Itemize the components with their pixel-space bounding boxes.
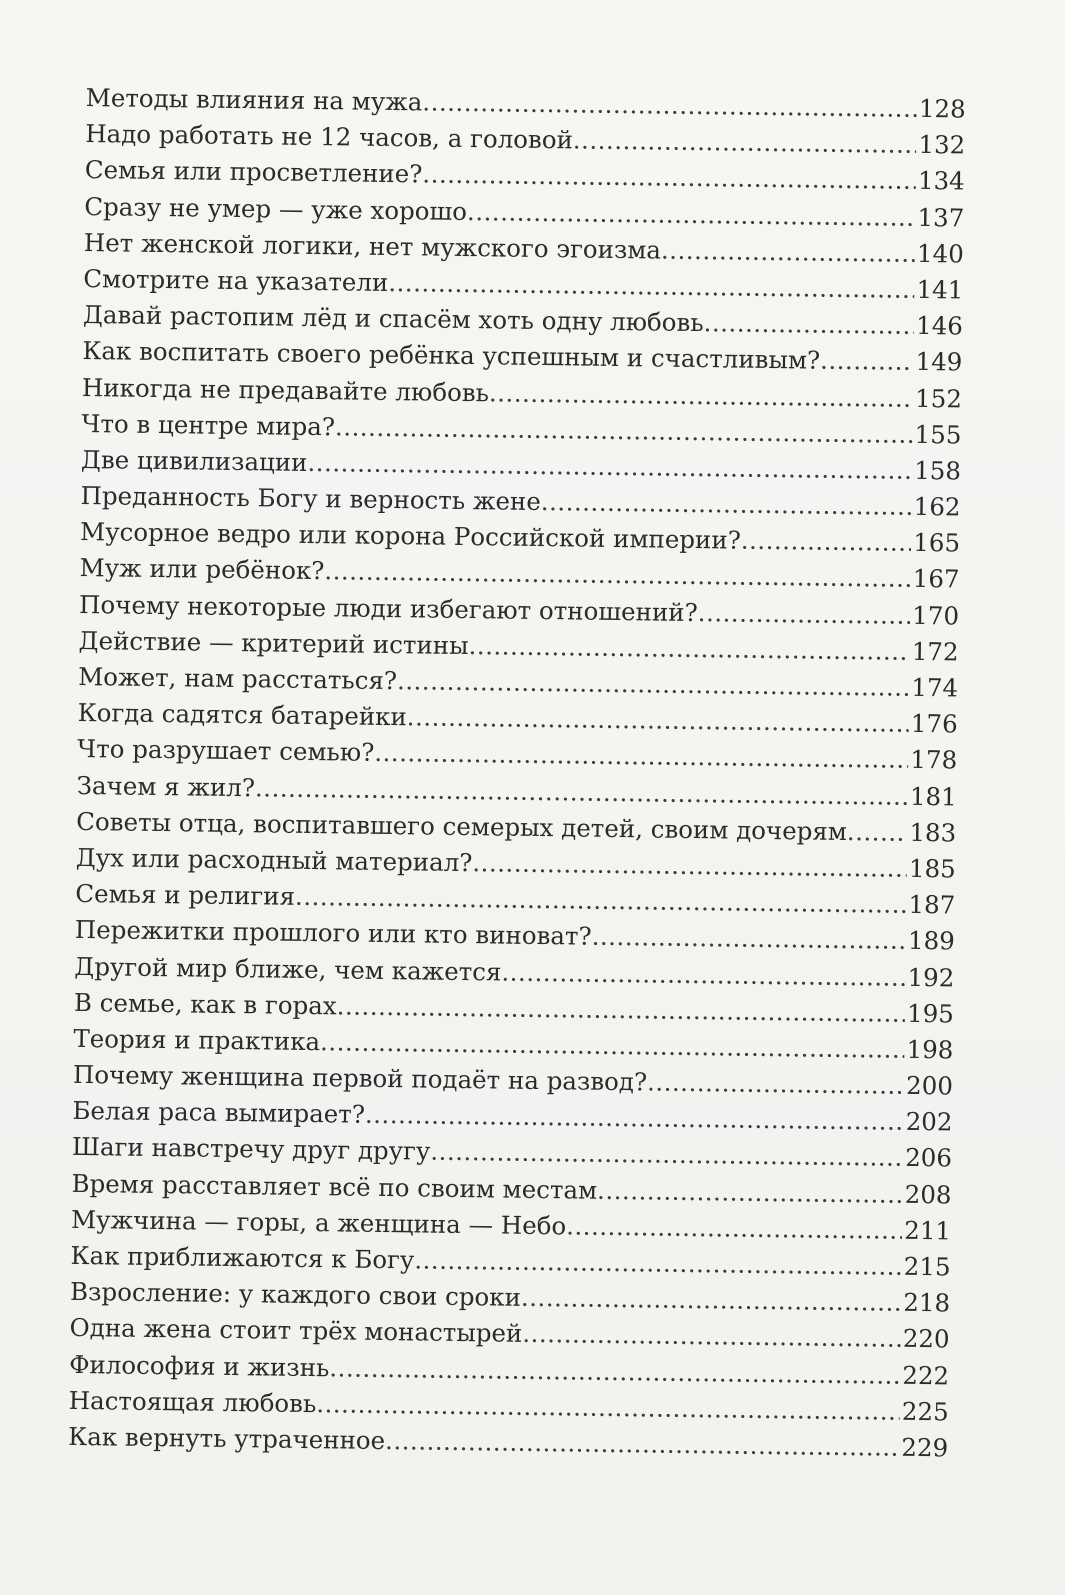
toc-entry-title: Белая раса вымирает? [72,1096,366,1129]
dot-leader [472,845,907,887]
toc-entry-page-number: 202 [905,1107,953,1137]
toc-entry-page-number: 176 [910,709,958,739]
toc-entry-page-number: 146 [915,311,964,341]
toc-entry-page-number: 189 [907,926,955,956]
toc-entry-page-number: 206 [905,1143,953,1173]
dot-leader [501,954,906,995]
toc-entry-page-number: 185 [908,853,956,884]
toc-entry-title: Мусорное ведро или корона Российской империи? [79,517,742,555]
toc-entry-title: Как приближаются к Богу [70,1240,415,1275]
toc-entry-page-number: 128 [918,93,966,124]
toc-entry-title: Надо работать не 12 часов, а головой [85,119,574,155]
dot-leader [430,1134,903,1176]
dot-leader [521,1280,902,1321]
toc-entry-page-number: 178 [910,745,958,775]
toc-entry-title: Преданность Богу и верность жене [80,481,542,517]
toc-entry-page-number: 165 [913,528,961,558]
toc-entry-page-number: 181 [909,781,957,812]
toc-entry-title: Действие — критерий истины [78,625,469,660]
dot-leader [698,595,911,634]
dot-leader [385,1423,900,1466]
dot-leader [591,919,906,959]
dot-leader [467,194,916,236]
toc-entry-title: Что разрушает семью? [77,734,375,768]
dot-leader [847,814,908,851]
toc-entry-page-number: 170 [912,600,960,631]
toc-entry-page-number: 174 [911,672,959,703]
toc-entry-page-number: 220 [902,1324,950,1354]
toc-entry-title: Семья или просветление? [84,155,423,189]
toc-entry-title: Почему некоторые люди избегают отношений? [78,589,698,627]
toc-entry-title: Может, нам расстаться? [78,661,398,696]
toc-entry-title: Что в центре мира? [81,408,336,441]
toc-entry-title: Нет женской логики, нет мужского эгоизма [83,227,662,265]
dot-leader [820,343,914,380]
toc-entry-title: Зачем я жил? [76,770,256,802]
toc-entry-title: Давай растопим лёд и спасём хоть одну любовь [82,300,704,338]
table-of-contents [68,80,966,1467]
toc-entry-title: Время расставляет всё по своим местам [71,1168,598,1205]
toc-entry-page-number: 140 [916,238,964,269]
toc-entry-page-number: 149 [915,347,963,377]
toc-entry-page-number: 172 [911,636,959,667]
toc-entry-page-number: 211 [904,1215,952,1246]
toc-entry-page-number: 134 [917,166,965,196]
toc-entry-page-number: 141 [916,274,964,305]
toc-entry-title: Две цивилизации [80,444,308,477]
toc-entry-page-number: 162 [913,491,961,522]
dot-leader [468,628,910,670]
toc-entry-title: Семья и религия [75,879,296,911]
toc-entry-title: Теория и практика [73,1023,321,1057]
toc-entry-page-number: 167 [912,564,960,594]
toc-entry-title: Шаги навстречу друг другу [71,1132,431,1167]
toc-entry-title: Взросление: у каждого свои сроки [69,1277,522,1312]
toc-entry-page-number: 208 [904,1179,952,1210]
toc-entry-title: Как вернуть утраченное [68,1421,386,1455]
dot-leader [566,1208,903,1249]
dot-leader [489,375,914,417]
toc-entry-page-number: 137 [917,202,965,233]
toc-entry-page-number: 155 [914,419,962,450]
toc-entry-title: В семье, как в горах [73,987,337,1021]
toc-entry-title: Советы отца, воспитавшего семерых детей, своим дочерям [76,806,848,846]
dot-leader [647,1064,904,1104]
toc-entry-title: Другой мир ближе, чем кажется [74,951,502,987]
toc-entry-title: Никогда не предавайте любовь [81,372,490,407]
toc-entry-page-number: 192 [907,962,955,992]
toc-entry-page-number: 225 [901,1396,949,1427]
toc-entry-title: Муж или ребёнок? [79,553,325,586]
toc-entry-page-number: 198 [906,1034,954,1065]
dot-leader [597,1172,903,1212]
dot-leader [703,305,914,344]
toc-entry-page-number: 183 [909,817,957,848]
toc-entry-page-number: 229 [901,1432,949,1463]
toc-entry-title: Философия и жизнь [69,1349,330,1382]
toc-entry-title: Настоящая любовь [68,1385,317,1418]
dot-leader [661,232,915,272]
toc-entry-page-number: 132 [918,130,966,160]
toc-entry-page-number: 195 [906,998,955,1029]
toc-entry-page-number: 200 [905,1070,954,1101]
toc-entry-page-number: 222 [902,1360,950,1390]
toc-entry-page-number: 158 [914,455,962,486]
toc-entry-title: Методы влияния на мужа [85,82,423,117]
toc-entry-title: Мужчина — горы, а женщина — Небо [70,1204,567,1241]
toc-entry-title: Когда садятся батарейки [77,698,407,732]
dot-leader [522,1316,901,1357]
toc-entry-page-number: 218 [903,1287,951,1318]
toc-entry-title: Как воспитать своего ребёнка успешным и счастливым? [82,336,821,375]
toc-entry-title: Сразу не умер — уже хорошо [84,191,468,226]
toc-entry-title: Дух или расходный материал? [75,842,473,878]
dot-leader [541,484,912,525]
dot-leader [741,523,912,561]
toc-entry-title: Одна жена стоит трёх монастырей [69,1313,523,1349]
toc-entry-page-number: 215 [903,1251,951,1282]
toc-entry-page-number: 187 [908,889,956,920]
toc-entry-title: Смотрите на указатели [83,263,389,297]
dot-leader [573,123,917,164]
toc-entry-title: Пережитки прошлого или кто виноват? [74,915,592,952]
toc-entry-page-number: 152 [914,383,963,413]
toc-entry-title: Почему женщина первой подаёт на развод? [72,1059,648,1097]
